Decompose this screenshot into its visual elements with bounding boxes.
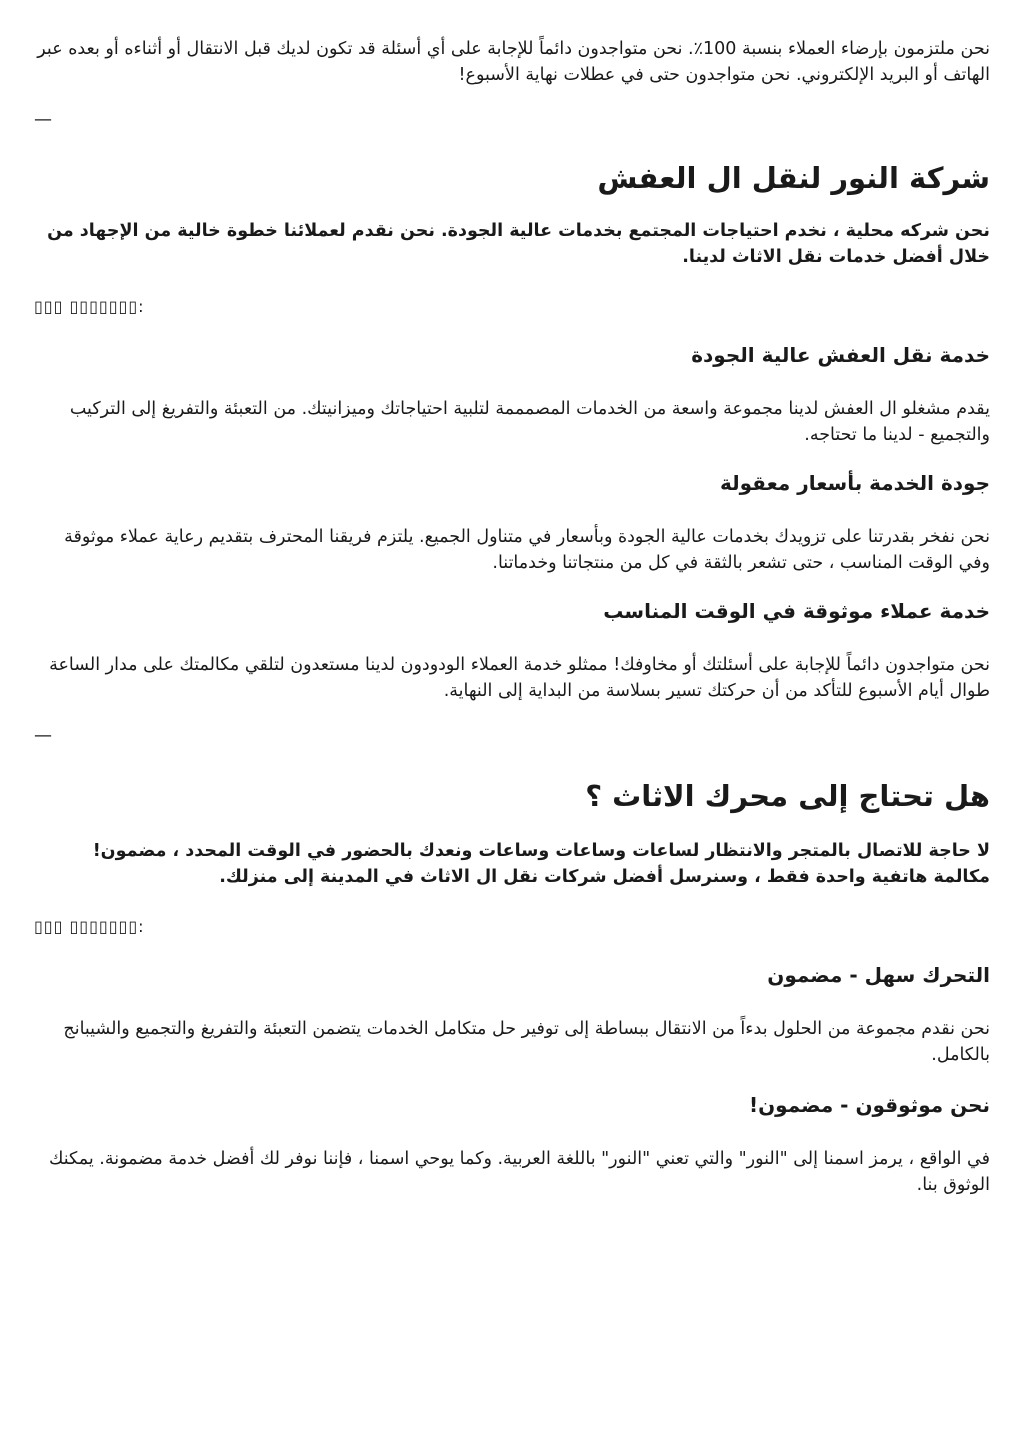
feature-heading: التحرك سهل - مضمون bbox=[767, 963, 990, 987]
section-divider: — bbox=[34, 725, 52, 746]
section-lead-mover: لا حاجة للاتصال بالمتجر والانتظار لساعات وساعات وساعات ونعدك بالحضور في الوقت المحدد ، مضمون! مكالمة هاتفية واحدة فقط ، وسنرسل أفضل شركات نقل ال الاثاث في المدينة إلى منزلك. bbox=[92, 841, 990, 887]
intro-paragraph: نحن ملتزمون بإرضاء العملاء بنسبة 100٪. نحن متواجدون دائماً للإجابة على أي أسئلة قد تكون لديك قبل الانتقال أو أثناءه أو بعده عبر الهاتف أو البريد الإلكتروني. نحن متواجدون حتى في عطلات نهاية الأسبوع! bbox=[37, 39, 990, 85]
garbled-label: ▯▯▯ ▯▯▯▯▯▯▯: bbox=[34, 297, 145, 316]
feature-text: نحن متواجدون دائماً للإجابة على أسئلتك أو مخاوفك! ممثلو خدمة العملاء الودودون لدينا مستعدون لتلقي مكالمتك على مدار الساعة طوال أيام الأسبوع للتأكد من أن حركتك تسير بسلاسة من البداية إلى النهاية. bbox=[49, 655, 990, 701]
feature-heading: نحن موثوقون - مضمون! bbox=[748, 1093, 990, 1117]
feature-heading: جودة الخدمة بأسعار معقولة bbox=[720, 471, 990, 495]
feature-text: يقدم مشغلو ال العفش لدينا مجموعة واسعة من الخدمات المصمممة لتلبية احتياجاتك وميزانيتك. من التعبئة والتفريغ إلى التركيب والتجميع - لدينا ما تحتاجه. bbox=[69, 399, 990, 445]
section-divider: — bbox=[34, 109, 52, 130]
section-title-mover: هل تحتاج إلى محرك الاثاث ؟ bbox=[585, 779, 990, 813]
feature-heading: خدمة نقل العفش عالية الجودة bbox=[691, 343, 990, 367]
document-page bbox=[34, 36, 990, 1198]
feature-text: نحن نفخر بقدرتنا على تزويدك بخدمات عالية الجودة وبأسعار في متناول الجميع. يلتزم فريقنا المحترف بتقديم رعاية عملاء موثوقة وفي الوقت المناسب ، حتى تشعر بالثقة في كل من منتجاتنا وخدماتنا. bbox=[64, 527, 990, 573]
feature-heading: خدمة عملاء موثوقة في الوقت المناسب bbox=[603, 599, 990, 623]
section-lead-alnoor: نحن شركه محلية ، نخدم احتياجات المجتمع بخدمات عالية الجودة. نحن نقدم لعملائنا خطوة خالية من الإجهاد من خلال أفضل خدمات نقل الاثاث لدينا. bbox=[47, 221, 990, 267]
section-title-alnoor: شركة النور لنقل ال العفش bbox=[597, 161, 990, 195]
feature-text: نحن نقدم مجموعة من الحلول بدءاً من الانتقال ببساطة إلى توفير حل متكامل الخدمات يتضمن التعبئة والتفريغ والتجميع والشيبانج بالكامل. bbox=[63, 1019, 990, 1065]
garbled-label: ▯▯▯ ▯▯▯▯▯▯▯: bbox=[34, 917, 145, 936]
feature-text: في الواقع ، يرمز اسمنا إلى "النور" والتي تعني "النور" باللغة العربية. وكما يوحي اسمنا ، فإننا نوفر لك أفضل خدمة مضمونة. يمكنك الوثوق بنا. bbox=[49, 1149, 990, 1195]
